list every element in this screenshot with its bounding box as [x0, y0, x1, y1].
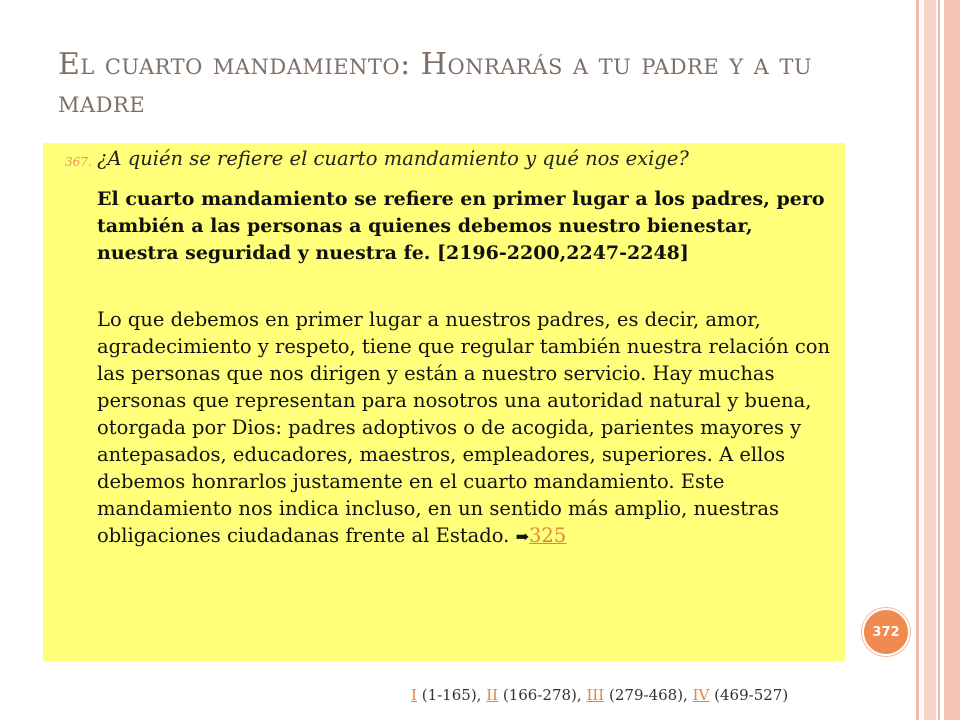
- footer-range-2: (166-278),: [502, 686, 582, 704]
- answer-summary: El cuarto mandamiento se refiere en primer lugar a los padres, pero también a las personas a quienes debemos nuestro bienestar, nuestra seguridad y nuestra fe. [2196-2200,2247-2248]: [97, 188, 825, 264]
- question-number: 367.: [65, 155, 92, 169]
- slide-title: El cuarto mandamiento: Honrarás a tu padre y a tu madre: [58, 47, 813, 120]
- border-stripe: [938, 0, 940, 720]
- footer-link-part-2[interactable]: II: [486, 686, 499, 704]
- right-border-decoration: [916, 0, 960, 720]
- border-stripe: [924, 0, 936, 720]
- reference-link[interactable]: 325: [529, 524, 567, 547]
- footer-link-part-4[interactable]: IV: [692, 686, 710, 704]
- border-stripe: [944, 0, 960, 720]
- footer-link-part-3[interactable]: III: [586, 686, 605, 704]
- footer-range-4: (469-527): [714, 686, 789, 704]
- answer-body: [97, 306, 842, 550]
- footer-range-3: (279-468),: [609, 686, 688, 704]
- answer-body-text: Lo que debemos en primer lugar a nuestros padres, es decir, amor, agradecimiento y respeto, tiene que regular también nuestra relación con las personas que nos dirigen y están a nuestro servicio. Hay muchas personas que representan para nosotros una autoridad natural y buena, otorgada por Dios: padres adoptivos o de acogida, parientes mayores y antepasados, educadores, maestros, empleadores, superiores. A ellos debemos honrarlos justamente en el cuarto mandamiento. Este mandamiento nos indica incluso, en un sentido más amplio, nuestras obligaciones ciudadanas frente al Estado.: [97, 308, 831, 547]
- question-text: ¿A quién se refiere el cuarto mandamiento y qué nos exige?: [97, 147, 689, 170]
- footer-range-1: (1-165),: [421, 686, 482, 704]
- footer-link-part-1[interactable]: I: [411, 686, 417, 704]
- arrow-right-icon: ➡: [515, 527, 529, 546]
- border-stripe: [916, 0, 919, 720]
- page-number-badge: 372: [862, 608, 910, 656]
- footer-navigation: [411, 686, 788, 704]
